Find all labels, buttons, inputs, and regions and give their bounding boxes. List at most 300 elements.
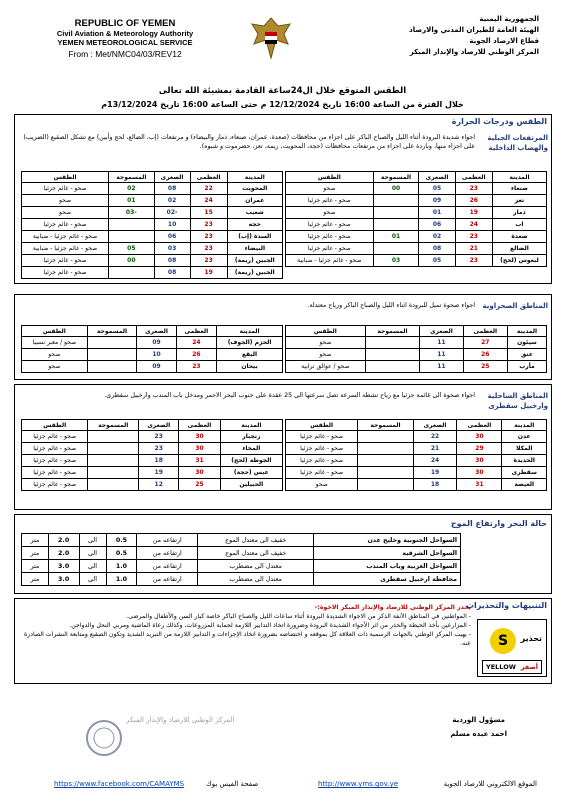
min-temp: 06 bbox=[154, 231, 190, 243]
facebook-link[interactable]: https://www.facebook.com/CAMAYMS bbox=[54, 780, 185, 788]
table-row bbox=[286, 443, 547, 455]
column-header-min: الصغرى bbox=[154, 172, 190, 183]
min-temp: 23 bbox=[139, 443, 179, 455]
city-name: الحبيلين bbox=[220, 479, 282, 491]
center-ar: المركز الوطني للارصاد والإنذار المبكر bbox=[409, 48, 539, 56]
max-temp: 26 bbox=[176, 349, 216, 361]
rain-value: 05 bbox=[109, 243, 154, 255]
column-header-city: المدينة bbox=[502, 420, 547, 431]
column-header-weather: الطقس bbox=[22, 326, 88, 337]
column-header-weather: الطقس bbox=[286, 420, 358, 431]
column-header-city: المدينة bbox=[227, 172, 282, 183]
rain-value bbox=[88, 431, 139, 443]
weather-condition: صحو - غائم جزئيا bbox=[286, 231, 374, 243]
table-row bbox=[22, 195, 283, 207]
table-row bbox=[22, 231, 283, 243]
eagle-emblem-icon bbox=[248, 14, 294, 62]
min-temp: 09 bbox=[419, 195, 455, 207]
max-temp: 30 bbox=[457, 455, 502, 467]
max-temp: 23 bbox=[190, 219, 227, 231]
table-row bbox=[22, 455, 283, 467]
max-temp: 23 bbox=[455, 255, 492, 267]
column-header-max: العظمى bbox=[176, 326, 216, 337]
coastal-label: المناطق الساحلية وارخبيل سقطرى bbox=[487, 392, 548, 410]
shift-officer-name: احمد عبده مسلم bbox=[450, 730, 507, 738]
min-temp: 08 bbox=[154, 183, 190, 195]
warnings-section bbox=[14, 598, 552, 684]
wave-to: 3.0 bbox=[48, 573, 79, 586]
coastal-table-left bbox=[21, 419, 283, 491]
city-name: الضالع bbox=[492, 243, 546, 255]
signature-block bbox=[450, 716, 507, 738]
column-header-min: الصغرى bbox=[419, 172, 455, 183]
coastal-table-right bbox=[285, 419, 547, 491]
column-header-weather: الطقس bbox=[22, 172, 109, 183]
city-name: صنعاء bbox=[492, 183, 546, 195]
country-ar: الجمهورية اليمنية bbox=[479, 15, 539, 23]
max-temp: 26 bbox=[463, 349, 507, 361]
city-name: بيحان bbox=[217, 361, 283, 373]
max-temp: 23 bbox=[455, 231, 492, 243]
wave-from-label: ارتفاعه من bbox=[137, 547, 198, 560]
column-header-weather: الطقس bbox=[22, 420, 88, 431]
column-header-min: الصغرى bbox=[413, 420, 457, 431]
max-temp: 24 bbox=[190, 195, 227, 207]
city-name: الجوطة (لحج) bbox=[220, 455, 282, 467]
column-header-min: الصغرى bbox=[137, 326, 176, 337]
table-row bbox=[22, 443, 283, 455]
min-temp: 02 bbox=[419, 231, 455, 243]
table-row bbox=[22, 243, 283, 255]
city-name: صعدة bbox=[492, 231, 546, 243]
table-row bbox=[286, 431, 547, 443]
rain-value: 00 bbox=[109, 255, 154, 267]
min-temp: 24 bbox=[413, 455, 457, 467]
stamp-seal-icon bbox=[84, 718, 124, 758]
city-name: الجبين (ريمة) bbox=[227, 267, 282, 279]
header-english bbox=[20, 18, 230, 59]
desert-table-right bbox=[285, 325, 547, 373]
min-temp: 10 bbox=[154, 219, 190, 231]
column-header-rain: المسموحة bbox=[373, 172, 419, 183]
min-temp: 11 bbox=[420, 349, 463, 361]
max-temp: 29 bbox=[457, 443, 502, 455]
desert-description: اجواء صحوة تميل للبرودة اثناء الليل والصباح الباكر ورياح معتدلة. bbox=[307, 302, 475, 309]
warning-level-box bbox=[477, 619, 547, 677]
max-temp: 23 bbox=[190, 231, 227, 243]
warnings-text bbox=[21, 603, 471, 648]
weather-condition: صحو - غائم جزئيا - ضبابية bbox=[22, 231, 109, 243]
max-temp: 25 bbox=[463, 361, 507, 373]
wave-to: 3.0 bbox=[48, 560, 79, 573]
weather-condition: صحو bbox=[286, 337, 366, 349]
max-temp: 23 bbox=[190, 243, 227, 255]
table-row bbox=[286, 243, 547, 255]
max-temp: 24 bbox=[455, 219, 492, 231]
website-label: الموقع الالكتروني للارصاد الجوية bbox=[443, 780, 537, 788]
city-name: المكلا bbox=[502, 443, 547, 455]
column-header-min: الصغرى bbox=[420, 326, 463, 337]
rain-value bbox=[373, 207, 419, 219]
column-header-weather: الطقس bbox=[286, 326, 366, 337]
warning-item-3: - يهيب المركز الوطني بالجهات الرسمية ذات العلاقة كل بموقعه و اختصاصه بضرورة اتخاذ الإجراءات و التدابير اللازمة من التبريد الشديد وتكون الصقيع ومتابعة النشرات الصادرة عنه. bbox=[24, 631, 471, 647]
table-row bbox=[22, 431, 283, 443]
rain-value bbox=[358, 455, 413, 467]
sea-row bbox=[22, 560, 461, 573]
rain-value bbox=[358, 467, 413, 479]
weather-condition: صحو bbox=[286, 479, 358, 491]
rain-value bbox=[87, 361, 137, 373]
city-name: سقطرى bbox=[502, 467, 547, 479]
highlands-description: اجواء شديدة البرودة أثناء الليل والصباح الباكر على اجزاء من محافظات (صعدة، عمران، صنعاء، ذمار والبيضاء) و مرتفعات (إب، الضالع، لحج وأبين) مع تشكل الصقيع (الضريب) على اجزاء منها، وباردة على اجزاء من مرتفعات محافظات (حجة، المحويت، ريمة، تعز، حضرموت و شبوه). bbox=[23, 134, 475, 150]
rain-value bbox=[373, 195, 419, 207]
min-temp: 05 bbox=[419, 255, 455, 267]
rain-value bbox=[373, 243, 419, 255]
city-name: الحديدة bbox=[502, 455, 547, 467]
min-temp: 19 bbox=[413, 467, 457, 479]
weather-condition: صحو - غائم جزئيا - ضبابية bbox=[286, 255, 374, 267]
table-row bbox=[286, 195, 547, 207]
min-temp: 11 bbox=[420, 337, 463, 349]
wave-to-label: الى bbox=[79, 547, 106, 560]
wave-to: 2.0 bbox=[48, 547, 79, 560]
column-header-city: المدينة bbox=[492, 172, 546, 183]
column-header-city: المدينة bbox=[507, 326, 546, 337]
city-name: شعيب bbox=[227, 207, 282, 219]
weather-condition: صحو bbox=[286, 207, 374, 219]
rain-value: -03 bbox=[109, 207, 154, 219]
rain-value bbox=[109, 267, 154, 279]
min-temp: 11 bbox=[420, 361, 463, 373]
max-temp: 30 bbox=[179, 467, 220, 479]
rain-value: 01 bbox=[373, 231, 419, 243]
weather-condition: صحو bbox=[22, 195, 109, 207]
highlands-section bbox=[14, 114, 552, 284]
rain-value bbox=[358, 431, 413, 443]
warnings-intro: يحذر المركز الوطني للارصاد والإنذار المبكر الاخوة:- bbox=[314, 604, 471, 611]
table-header-row bbox=[22, 420, 283, 431]
shift-officer-role: مسؤول الوردية bbox=[452, 716, 505, 724]
max-temp: 26 bbox=[455, 195, 492, 207]
wave-from: 1.0 bbox=[106, 573, 137, 586]
table-row bbox=[22, 207, 283, 219]
weather-condition: صحو / مغبر نسبيا bbox=[22, 337, 88, 349]
min-temp: 12 bbox=[139, 479, 179, 491]
warnings-title: التنبيهات والتحذيرات bbox=[465, 601, 547, 610]
weather-condition: صحو - غائم جزئيا bbox=[286, 195, 374, 207]
city-name: ذمار bbox=[492, 207, 546, 219]
column-header-weather: الطقس bbox=[286, 172, 374, 183]
city-name: تعز bbox=[492, 195, 546, 207]
max-temp: 24 bbox=[176, 337, 216, 349]
weather-condition: صحو - غائم جزئيا - ضبابية bbox=[22, 243, 109, 255]
table-row bbox=[22, 349, 283, 361]
sea-region: السواحل الغربية وباب المندب bbox=[314, 560, 461, 573]
rain-value bbox=[87, 337, 137, 349]
table-header-row bbox=[286, 172, 547, 183]
sea-row bbox=[22, 573, 461, 586]
city-name: عبس (حجة) bbox=[220, 467, 282, 479]
weather-condition: صحو - غائم جزئيا bbox=[22, 267, 109, 279]
rain-value bbox=[373, 219, 419, 231]
sea-state: معتدل الى مضطرب bbox=[198, 573, 314, 586]
max-temp: 30 bbox=[457, 467, 502, 479]
min-temp: 23 bbox=[139, 431, 179, 443]
wave-from-label: ارتفاعه من bbox=[137, 573, 198, 586]
table-row bbox=[22, 255, 283, 267]
website-link[interactable]: http://www.yms.gov.ye bbox=[318, 780, 399, 788]
weather-condition: صحو - غائم جزئيا bbox=[22, 455, 88, 467]
max-temp: 23 bbox=[176, 361, 216, 373]
weather-condition: صحو - غائم جزئيا bbox=[22, 219, 109, 231]
sea-table bbox=[21, 533, 461, 586]
city-name: عمران bbox=[227, 195, 282, 207]
weather-condition: صحو - غائم جزئيا bbox=[286, 431, 358, 443]
warning-color-label bbox=[482, 660, 542, 674]
warning-sign-icon: S bbox=[490, 628, 516, 654]
city-name: السدة (إب) bbox=[227, 231, 282, 243]
weather-condition: صحو bbox=[22, 349, 88, 361]
max-temp: 23 bbox=[190, 255, 227, 267]
weather-condition: صحو bbox=[22, 361, 88, 373]
column-header-rain: المسموحة bbox=[365, 326, 420, 337]
desert-label: المناطق الصحراوية bbox=[482, 302, 548, 310]
highlands-table-left bbox=[21, 171, 283, 279]
sea-title: حالة البحر وارتفاع الموج bbox=[450, 519, 547, 528]
min-temp: 08 bbox=[154, 267, 190, 279]
official-stamp bbox=[40, 712, 260, 760]
max-temp: 23 bbox=[455, 183, 492, 195]
sea-section bbox=[14, 514, 552, 594]
city-name: سيئون bbox=[507, 337, 546, 349]
wave-to-label: الى bbox=[79, 560, 106, 573]
rain-value bbox=[358, 479, 413, 491]
table-row bbox=[22, 337, 283, 349]
sea-row bbox=[22, 547, 461, 560]
wave-unit: متر bbox=[22, 560, 49, 573]
highlands-label: المرتفعات الجبلية والهضاب الداخلية bbox=[487, 134, 548, 152]
sea-region: محافظة ارخبيل سقطرى bbox=[314, 573, 461, 586]
page-title: الطقس المتوقع خلال ال24ساعة القادمة بمشيئة الله تعالى bbox=[158, 86, 407, 96]
weather-condition: صحو - غائم جزئيا bbox=[286, 443, 358, 455]
table-header-row bbox=[22, 172, 283, 183]
sea-region: السواحل الشرقية bbox=[314, 547, 461, 560]
sector-ar: قطاع الارصاد الجوية bbox=[469, 37, 539, 45]
rain-value: 01 bbox=[109, 195, 154, 207]
weather-condition: صحو - غائم جزئيا bbox=[22, 467, 88, 479]
wave-unit: متر bbox=[22, 573, 49, 586]
rain-value bbox=[365, 349, 420, 361]
column-header-max: العظمى bbox=[190, 172, 227, 183]
max-temp: 31 bbox=[179, 455, 220, 467]
city-name: اب bbox=[492, 219, 546, 231]
weather-condition: صحو - غائم جزئيا bbox=[22, 443, 88, 455]
city-name: مأرب bbox=[507, 361, 546, 373]
coastal-description: اجواء صحوة الى غائمة جزئيا مع رياح نشطة السرعة تصل سرعتها الى 25 عقدة على جنوب البحر الاحمر ومدخل باب المندب وارخبيل سقطرى. bbox=[104, 392, 475, 399]
rain-value bbox=[365, 337, 420, 349]
sea-region: السواحل الجنوبية وخليج عدن bbox=[314, 534, 461, 547]
facebook-label: صفحة الفيس بوك bbox=[206, 780, 259, 788]
min-temp: 05 bbox=[419, 183, 455, 195]
max-temp: 27 bbox=[463, 337, 507, 349]
rain-value bbox=[87, 349, 137, 361]
max-temp: 21 bbox=[455, 243, 492, 255]
min-temp: 09 bbox=[137, 361, 176, 373]
weather-condition: صحو bbox=[286, 183, 374, 195]
wave-from-label: ارتفاعه من bbox=[137, 534, 198, 547]
weather-condition: صحو bbox=[286, 349, 366, 361]
sea-state: خفيف الى معتدل الموج bbox=[198, 534, 314, 547]
sea-state: معتدل الى مضطرب bbox=[198, 560, 314, 573]
max-temp: 30 bbox=[179, 443, 220, 455]
min-temp: 18 bbox=[139, 455, 179, 467]
weather-condition: صحو / عوالق ترابية bbox=[286, 361, 366, 373]
sea-row bbox=[22, 534, 461, 547]
city-name: عتق bbox=[507, 349, 546, 361]
rain-value bbox=[88, 467, 139, 479]
weather-condition: صحو - غائم جزئيا bbox=[286, 467, 358, 479]
column-header-city: المدينة bbox=[220, 420, 282, 431]
max-temp: 15 bbox=[190, 207, 227, 219]
table-row bbox=[286, 479, 547, 491]
table-row bbox=[286, 219, 547, 231]
warning-color-ar: أصفر bbox=[520, 663, 538, 671]
rain-value bbox=[109, 231, 154, 243]
wave-unit: متر bbox=[22, 534, 49, 547]
sea-state: خفيف الى معتدل الموج bbox=[198, 547, 314, 560]
min-temp: 09 bbox=[137, 337, 176, 349]
warning-level-text: تحذير bbox=[520, 634, 542, 643]
city-name: الجبين (ريمة) bbox=[227, 255, 282, 267]
weather-condition: صحو - غائم جزئيا bbox=[22, 255, 109, 267]
city-name: حجه bbox=[227, 219, 282, 231]
table-row bbox=[286, 207, 547, 219]
table-header-row bbox=[286, 326, 547, 337]
wave-from: 1.0 bbox=[106, 560, 137, 573]
table-row bbox=[22, 183, 283, 195]
country-en: REPUBLIC OF YEMEN bbox=[74, 18, 176, 29]
rain-value: 02 bbox=[109, 183, 154, 195]
table-row bbox=[22, 479, 283, 491]
city-name: المحويت bbox=[227, 183, 282, 195]
table-row bbox=[286, 467, 547, 479]
service-en: YEMEN METEOROLOGICAL SERVICE bbox=[57, 38, 193, 47]
table-row bbox=[22, 219, 283, 231]
column-header-max: العظمى bbox=[457, 420, 502, 431]
max-temp: 30 bbox=[179, 431, 220, 443]
table-row bbox=[286, 183, 547, 195]
forecast-period: خلال الفترة من الساعة 16:00 تاريخ 12/12/2024 م حتى الساعة 16:00 تاريخ 13/12/2024م bbox=[101, 100, 464, 109]
max-temp: 22 bbox=[190, 183, 227, 195]
wave-to-label: الى bbox=[79, 573, 106, 586]
min-temp: 08 bbox=[419, 243, 455, 255]
rain-value bbox=[88, 443, 139, 455]
weather-condition: صحو - غائم جزئيا bbox=[286, 219, 374, 231]
column-header-min: الصغرى bbox=[139, 420, 179, 431]
min-temp: 03 bbox=[154, 243, 190, 255]
table-row bbox=[286, 361, 547, 373]
rain-value: 00 bbox=[373, 183, 419, 195]
section-title-weather: الطقس ودرجات الحرارة bbox=[451, 117, 547, 126]
column-header-max: العظمى bbox=[179, 420, 220, 431]
city-name: زنجبار bbox=[220, 431, 282, 443]
city-name: البقع bbox=[217, 349, 283, 361]
city-name: البيضاء bbox=[227, 243, 282, 255]
weather-condition: صحو - غائم جزئيا bbox=[286, 243, 374, 255]
max-temp: 30 bbox=[457, 431, 502, 443]
desert-section bbox=[14, 294, 552, 380]
max-temp: 19 bbox=[455, 207, 492, 219]
wave-from: 0.5 bbox=[106, 534, 137, 547]
min-temp: 08 bbox=[154, 255, 190, 267]
table-row bbox=[286, 255, 547, 267]
wave-from: 0.5 bbox=[106, 547, 137, 560]
form-code: From : Met/NMC04/03/REV12 bbox=[68, 49, 182, 59]
min-temp: 19 bbox=[139, 467, 179, 479]
column-header-rain: المسموحة bbox=[87, 326, 137, 337]
weather-condition: صحو bbox=[22, 207, 109, 219]
column-header-city: المدينة bbox=[217, 326, 283, 337]
table-row bbox=[286, 455, 547, 467]
city-name: الغيضة bbox=[502, 479, 547, 491]
authority-en: Civil Aviation & Meteorology Authority bbox=[56, 29, 194, 38]
wave-unit: متر bbox=[22, 547, 49, 560]
desert-table-left bbox=[21, 325, 283, 373]
min-temp: -02 bbox=[154, 207, 190, 219]
min-temp: 01 bbox=[419, 207, 455, 219]
min-temp: 22 bbox=[413, 431, 457, 443]
table-row bbox=[286, 349, 547, 361]
city-name: الحزم (الجوف) bbox=[217, 337, 283, 349]
table-header-row bbox=[22, 326, 283, 337]
column-header-rain: المسموحة bbox=[109, 172, 154, 183]
wave-to-label: الى bbox=[79, 534, 106, 547]
header-arabic bbox=[349, 14, 539, 58]
wave-to: 2.0 bbox=[48, 534, 79, 547]
min-temp: 06 bbox=[419, 219, 455, 231]
table-row bbox=[286, 231, 547, 243]
wave-from-label: ارتفاعه من bbox=[137, 560, 198, 573]
column-header-rain: المسموحة bbox=[358, 420, 413, 431]
authority-ar: الهيئة العامة للطيران المدني والارصاد bbox=[409, 26, 539, 34]
weather-condition: صحو - غائم جزئيا bbox=[286, 455, 358, 467]
weather-condition: صحو - غائم جزئيا bbox=[22, 183, 109, 195]
rain-value bbox=[88, 455, 139, 467]
coastal-section bbox=[14, 384, 552, 510]
max-temp: 31 bbox=[457, 479, 502, 491]
city-name: عدن bbox=[502, 431, 547, 443]
table-header-row bbox=[286, 420, 547, 431]
weather-condition: صحو - غائم جزئيا bbox=[22, 479, 88, 491]
column-header-max: العظمى bbox=[463, 326, 507, 337]
warning-item-2: - المزارعين بأخذ الحيطة والحذر من اثر الأجواء الشديدة البرودة وضرورة اتخاذ التدابير اللازمة لحماية المزروعات، وكذلك رعاة الماشية ومربي النحل والدواجن. bbox=[69, 622, 471, 629]
city-name: لبعوس (لحج) bbox=[492, 255, 546, 267]
max-temp: 25 bbox=[179, 479, 220, 491]
warning-item-1: - المواطنين في المناطق الآنفة الذكر من الاجواء الشديدة البرودة أثناء ساعات الليل والصباح الباكر خاصة كبار السن والأطفال والمرضى. bbox=[126, 613, 471, 620]
rain-value bbox=[358, 443, 413, 455]
table-row bbox=[22, 361, 283, 373]
highlands-table-right bbox=[285, 171, 547, 267]
table-row bbox=[22, 267, 283, 279]
weather-condition: صحو - غائم جزئيا bbox=[22, 431, 88, 443]
min-temp: 02 bbox=[154, 195, 190, 207]
warning-color-en: YELLOW bbox=[486, 663, 516, 671]
rain-value bbox=[88, 479, 139, 491]
rain-value bbox=[109, 219, 154, 231]
table-row bbox=[22, 467, 283, 479]
stamp-text: المركز الوطني للارصاد والإنذار المبكر bbox=[126, 716, 235, 724]
min-temp: 18 bbox=[413, 479, 457, 491]
